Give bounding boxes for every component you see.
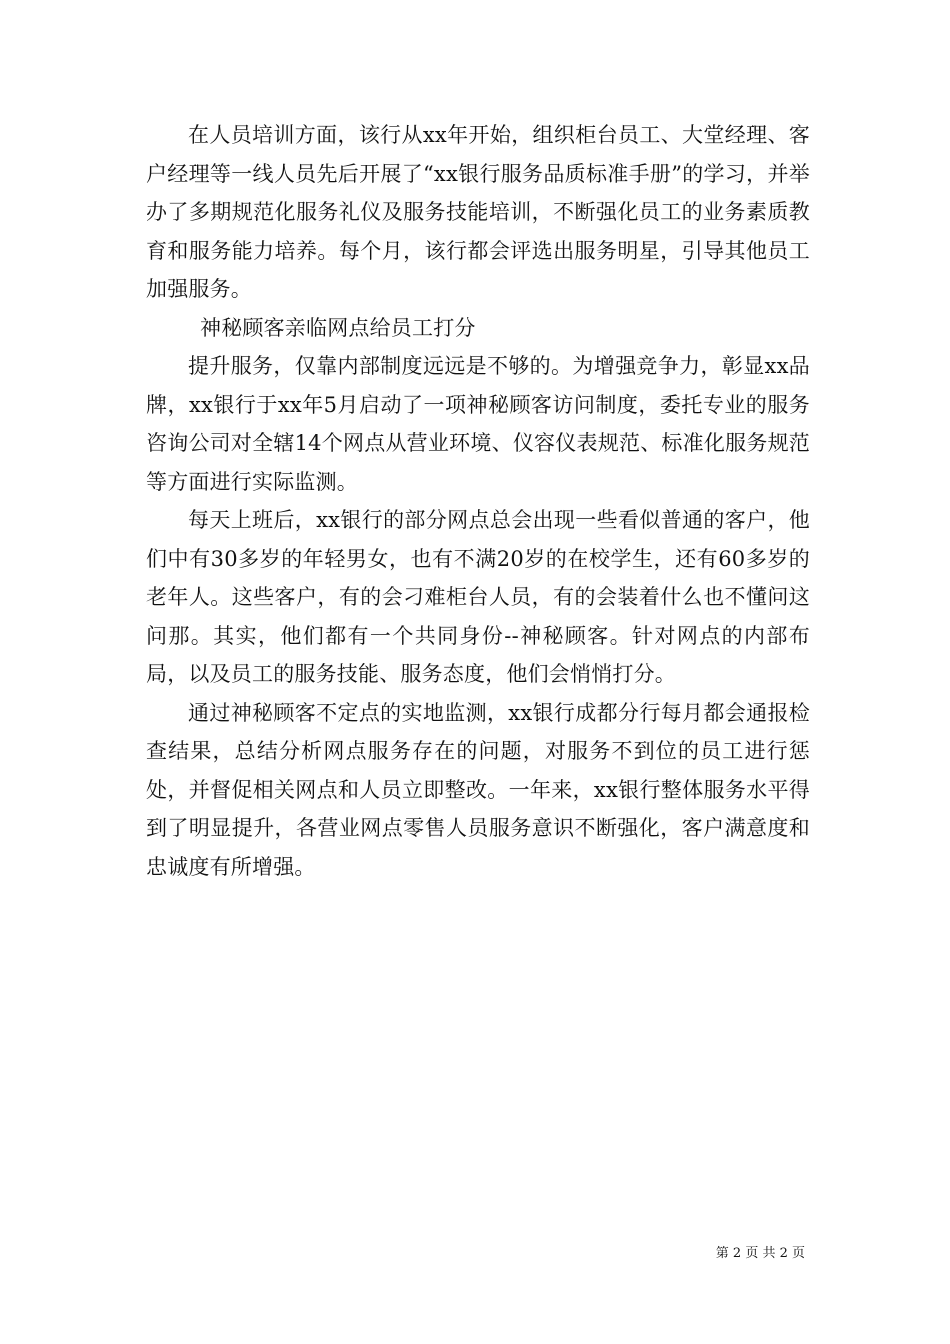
- document-body: [146, 116, 810, 886]
- section-heading-mystery-customer: 神秘顾客亲临网点给员工打分: [200, 315, 476, 340]
- paragraph-training: 在人员培训方面，该行从xx年开始，组织柜台员工、大堂经理、客户经理等一线人员先后开展了“xx银行服务品质标准手册”的学习，并举办了多期规范化服务礼仪及服务技能培训，不断强化员工的业务素质教育和服务能力培养。每个月，该行都会评选出服务明星，引导其他员工加强服务。: [146, 123, 810, 301]
- paragraph-mystery-customer-description: 每天上班后，xx银行的部分网点总会出现一些看似普通的客户，他们中有30多岁的年轻男女，也有不满20岁的在校学生，还有60多岁的老年人。这些客户，有的会刁难柜台人员，有的会装着什么也不懂问这问那。其实，他们都有一个共同身份--神秘顾客。针对网点的内部布局，以及员工的服务技能、服务态度，他们会悄悄打分。: [146, 508, 810, 686]
- paragraph-results: 通过神秘顾客不定点的实地监测，xx银行成都分行每月都会通报检查结果，总结分析网点服务存在的问题，对服务不到位的员工进行惩处，并督促相关网点和人员立即整改。一年来，xx银行整体服务水平得到了明显提升，各营业网点零售人员服务意识不断强化，客户满意度和忠诚度有所增强。: [146, 700, 810, 879]
- page-number-footer: 第 2 页 共 2 页: [715, 1246, 805, 1261]
- paragraph-mystery-customer-system: 提升服务，仅靠内部制度远远是不够的。为增强竞争力，彰显xx品牌，xx银行于xx年5月启动了一项神秘顾客访问制度，委托专业的服务咨询公司对全辖14个网点从营业环境、仪容仪表规范、标准化服务规范等方面进行实际监测。: [146, 354, 810, 494]
